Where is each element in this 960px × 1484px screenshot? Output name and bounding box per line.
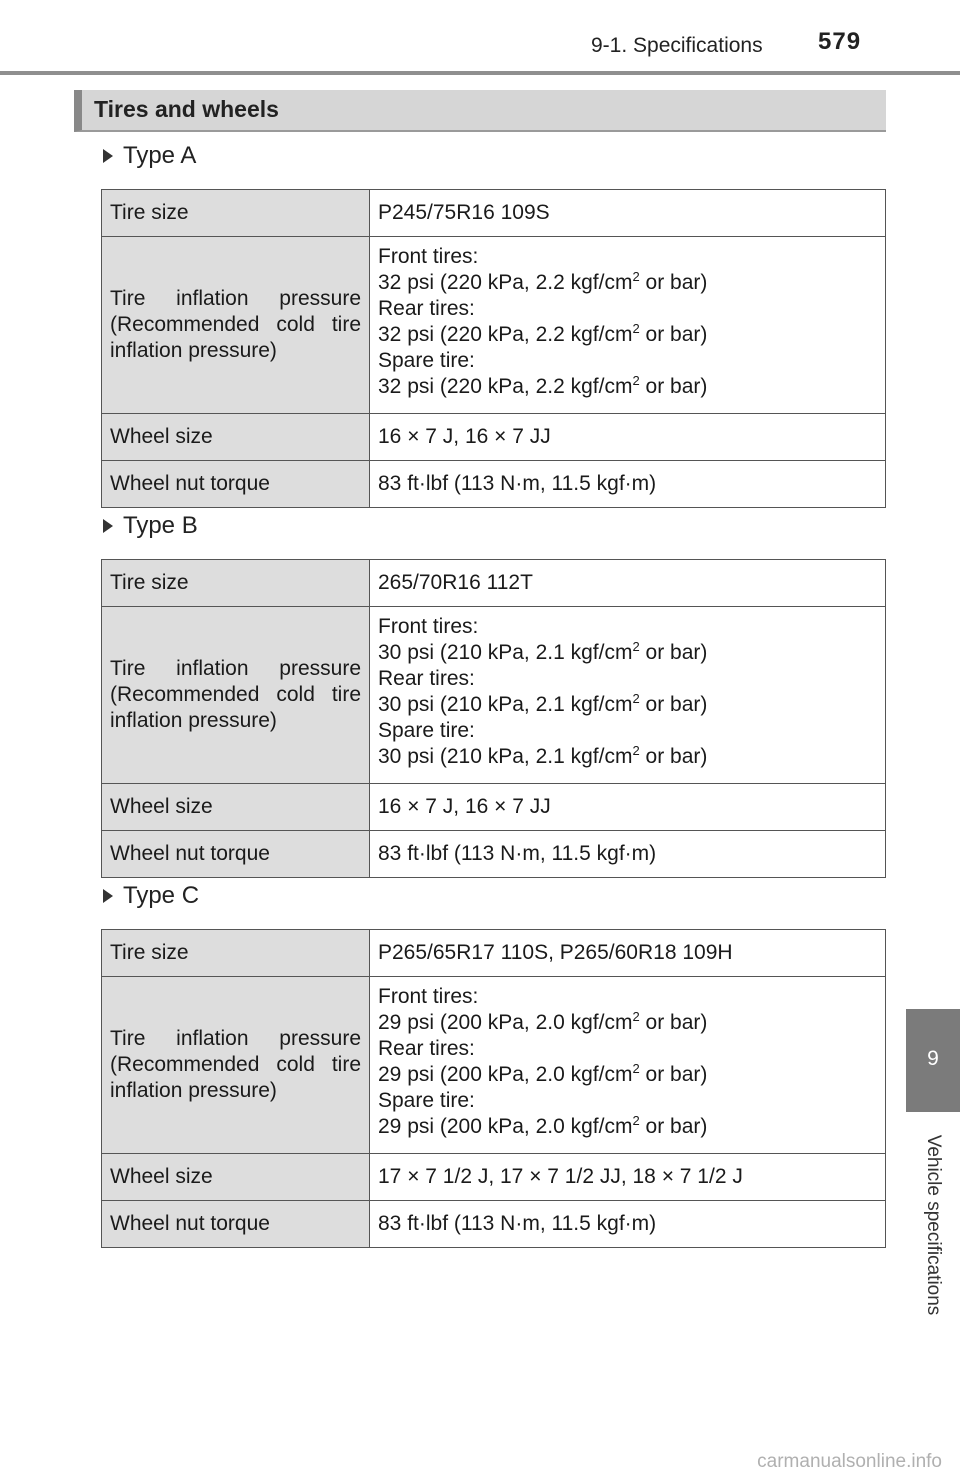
spare-tire-label: Spare tire: [378,719,475,742]
wheel-nut-torque-label: Wheel nut torque [102,1201,370,1248]
chapter-label: Vehicle specifications [923,1134,944,1316]
rear-tires-value: 29 psi (200 kPa, 2.0 kgf/$cm^2$ or bar) [378,1061,708,1086]
table-row [102,461,886,508]
tire-pressure-value [370,237,886,414]
tire-pressure-value [370,977,886,1154]
table-row [102,784,886,831]
spare-tire-value: 30 psi (210 kPa, 2.1 kgf/$cm^2$ or bar) [378,743,708,768]
triangle-bullet-icon [103,149,113,163]
tire-size-label: Tire size [102,190,370,237]
wheel-nut-torque-label: Wheel nut torque [102,461,370,508]
rear-tires-label: Rear tires: [378,667,475,690]
spare-tire-label: Spare tire: [378,1089,475,1112]
chapter-number: 9 [927,1047,939,1070]
section-title: Tires and wheels [94,96,279,122]
rear-tires-label: Rear tires: [378,1037,475,1060]
spare-tire-label: Spare tire: [378,349,475,372]
watermark: carmanualsonline.info [757,1451,942,1472]
tire-size-label: Tire size [102,560,370,607]
section-title-bar [74,90,886,132]
table-row [102,237,886,414]
wheel-size-value: 16 × 7 J, 16 × 7 JJ [370,414,886,461]
tire-pressure-label: Tire inflation pressure (Recommended cold tire inflation pressure) [102,237,370,414]
table-row [102,1201,886,1248]
chapter-tab [906,1009,960,1112]
table-row [102,414,886,461]
type-a-label: Type A [103,142,196,170]
front-tires-label: Front tires: [378,245,479,268]
table-row [102,190,886,237]
spec-table-type-c [101,929,886,1248]
rear-tires-label: Rear tires: [378,297,475,320]
triangle-bullet-icon [103,519,113,533]
tire-pressure-label: Tire inflation pressure (Recommended cold tire inflation pressure) [102,977,370,1154]
table-row [102,977,886,1154]
triangle-bullet-icon [103,889,113,903]
table-row [102,1154,886,1201]
wheel-size-value: 16 × 7 J, 16 × 7 JJ [370,784,886,831]
section-header: 9-1. Specifications [591,34,763,57]
table-row [102,560,886,607]
front-tires-value: 29 psi (200 kPa, 2.0 kgf/$cm^2$ or bar) [378,1009,708,1034]
table-row [102,930,886,977]
tire-pressure-value [370,607,886,784]
wheel-nut-torque-value: 83 ft·lbf (113 N·m, 11.5 kgf·m) [370,831,886,878]
wheel-size-label: Wheel size [102,414,370,461]
wheel-nut-torque-value: 83 ft·lbf (113 N·m, 11.5 kgf·m) [370,1201,886,1248]
wheel-size-label: Wheel size [102,784,370,831]
rear-tires-value: 32 psi (220 kPa, 2.2 kgf/$cm^2$ or bar) [378,321,708,346]
tire-size-value: P265/65R17 110S, P265/60R18 109H [370,930,886,977]
page-number: 579 [818,28,862,55]
front-tires-label: Front tires: [378,615,479,638]
tire-size-value: P245/75R16 109S [370,190,886,237]
rear-tires-value: 30 psi (210 kPa, 2.1 kgf/$cm^2$ or bar) [378,691,708,716]
front-tires-label: Front tires: [378,985,479,1008]
front-tires-value: 32 psi (220 kPa, 2.2 kgf/$cm^2$ or bar) [378,269,708,294]
table-row [102,607,886,784]
spare-tire-value: 32 psi (220 kPa, 2.2 kgf/$cm^2$ or bar) [378,373,708,398]
tire-size-value: 265/70R16 112T [370,560,886,607]
front-tires-value: 30 psi (210 kPa, 2.1 kgf/$cm^2$ or bar) [378,639,708,664]
wheel-nut-torque-label: Wheel nut torque [102,831,370,878]
wheel-size-value: 17 × 7 1/2 J, 17 × 7 1/2 JJ, 18 × 7 1/2 J [370,1154,886,1201]
spare-tire-value: 29 psi (200 kPa, 2.0 kgf/$cm^2$ or bar) [378,1113,708,1138]
type-b-label: Type B [103,512,198,540]
wheel-nut-torque-value: 83 ft·lbf (113 N·m, 11.5 kgf·m) [370,461,886,508]
tire-size-label: Tire size [102,930,370,977]
type-c-label: Type C [103,882,199,910]
spec-table-type-a [101,189,886,508]
spec-table-type-b [101,559,886,878]
wheel-size-label: Wheel size [102,1154,370,1201]
table-row [102,831,886,878]
tire-pressure-label: Tire inflation pressure (Recommended cold tire inflation pressure) [102,607,370,784]
header-divider [0,71,960,75]
